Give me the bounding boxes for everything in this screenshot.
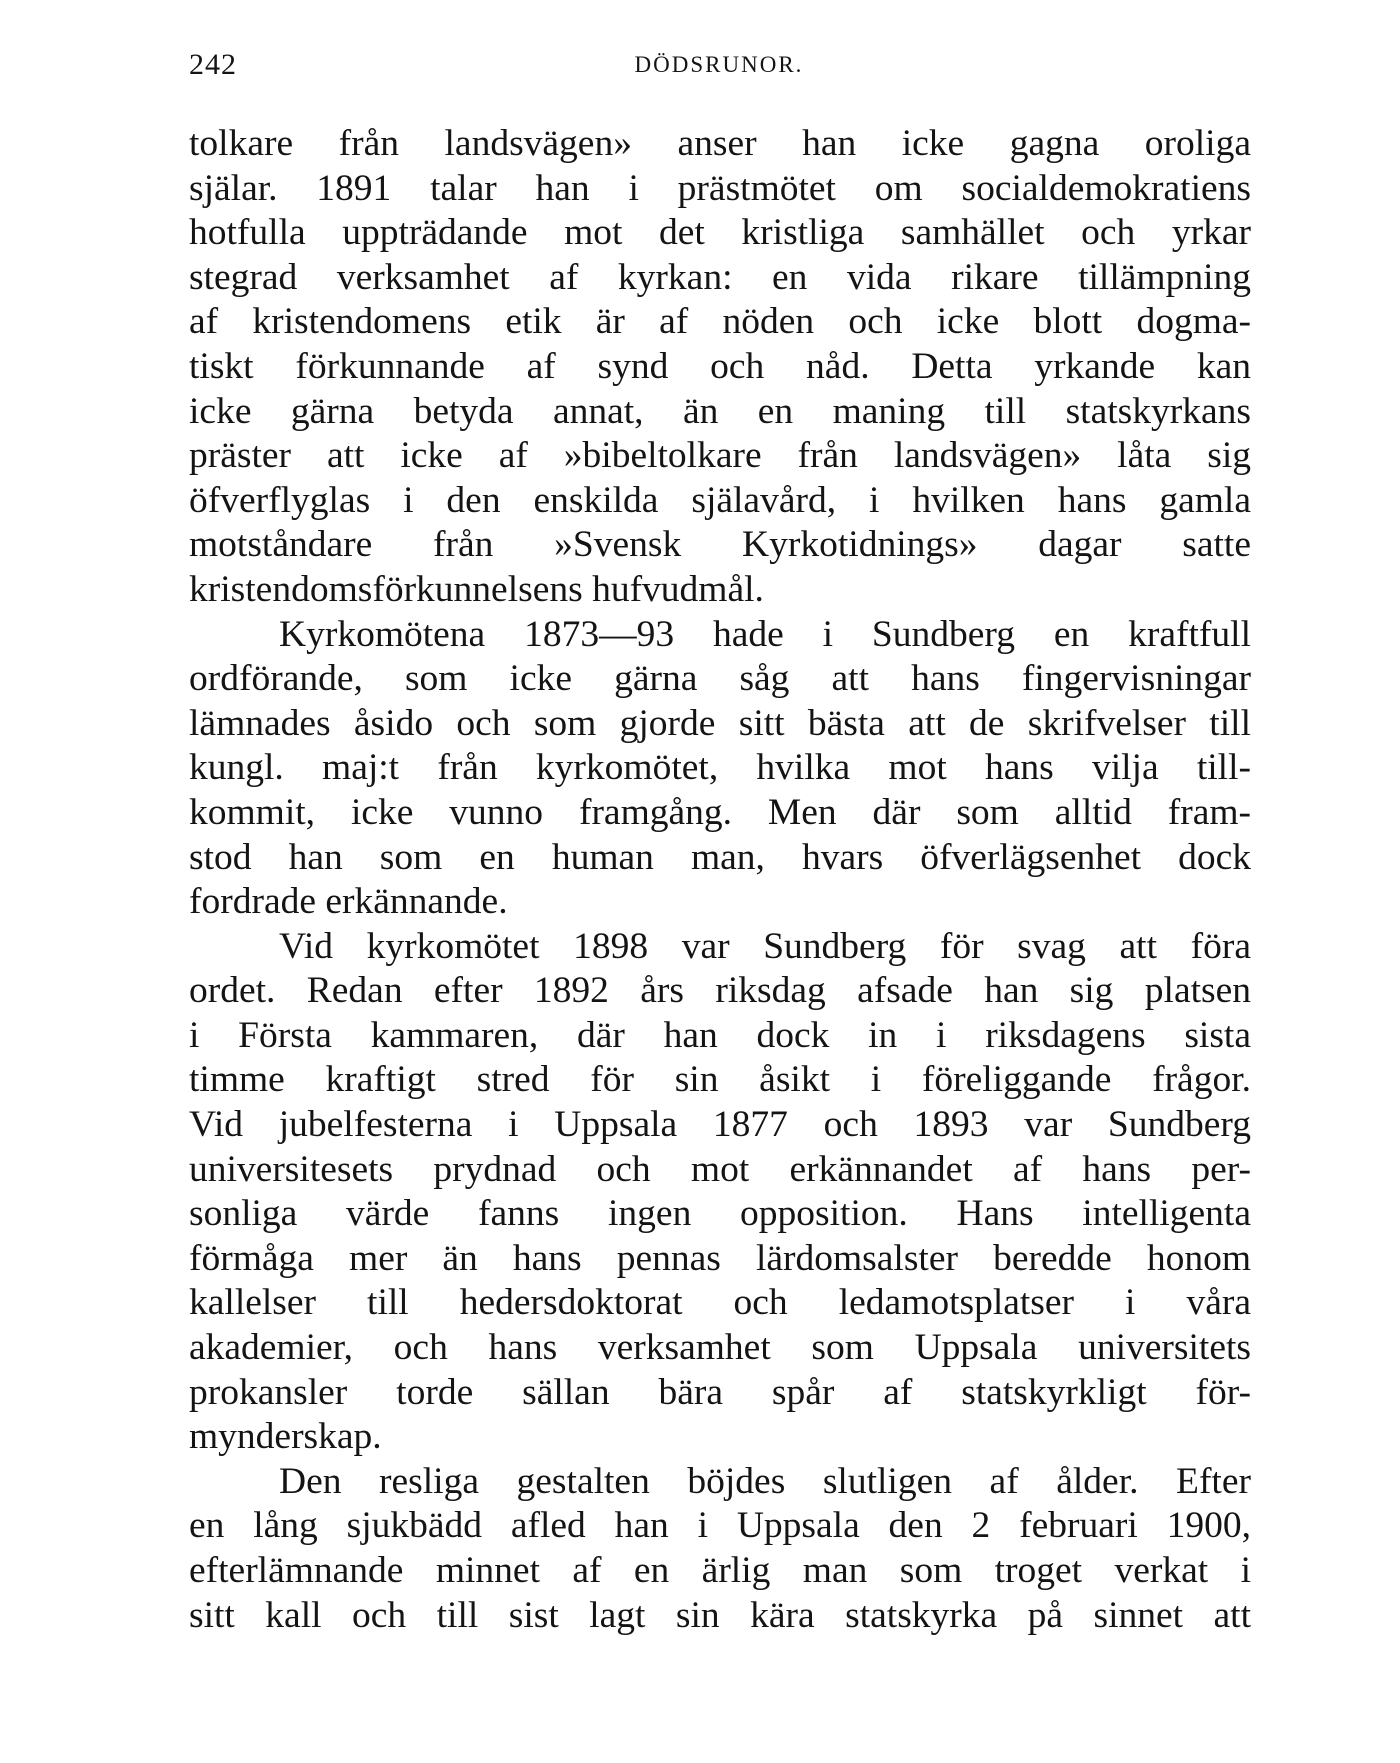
page-number: 242 <box>189 48 237 81</box>
text-line: stegrad verksamhet af kyrkan: en vida rikare tillämpning <box>189 256 1251 298</box>
text-line: mynderskap. <box>189 1416 382 1458</box>
text-line: Den resliga gestalten böjdes slutligen af ålder. Efter <box>279 1460 1251 1502</box>
text-line: hotfulla uppträdande mot det kristliga samhället och yrkar <box>189 212 1251 254</box>
text-line: sitt kall och till sist lagt sin kära statskyrka på sinnet att <box>189 1594 1251 1636</box>
text-line: efterlämnande minnet af en ärlig man som troget verkat i <box>189 1550 1251 1591</box>
text-line: präster att icke af »bibeltolkare från landsvägen» låta sig <box>189 435 1251 477</box>
text-line: stod han som en human man, hvars öfverlägsenhet dock <box>189 836 1251 878</box>
text-line: förmåga mer än hans pennas lärdomsalster beredde honom <box>189 1237 1251 1279</box>
text-line: kungl. maj:t från kyrkomötet, hvilka mot hans vilja till- <box>189 747 1251 789</box>
text-line: universitesets prydnad och mot erkännandet af hans per- <box>189 1148 1251 1190</box>
text-line: kallelser till hedersdoktorat och ledamotsplatser i våra <box>189 1282 1251 1324</box>
text-line: tiskt förkunnande af synd och nåd. Detta yrkande kan <box>189 345 1251 387</box>
body-text <box>189 122 1251 1638</box>
text-line: Kyrkomötena 1873—93 hade i Sundberg en kraftfull <box>279 613 1251 655</box>
text-line: öfverflyglas i den enskilda själavård, i hvilken hans gamla <box>189 479 1251 521</box>
page-title: DÖDSRUNOR. <box>634 52 804 77</box>
text-line: Vid jubelfesterna i Uppsala 1877 och 1893 var Sundberg <box>189 1104 1251 1146</box>
text-line: en lång sjukbädd afled han i Uppsala den 2 februari 1900, <box>189 1505 1251 1547</box>
text-line: ordet. Redan efter 1892 års riksdag afsade han sig platsen <box>189 970 1251 1012</box>
running-head <box>189 48 1249 88</box>
text-line: fordrade erkännande. <box>189 881 508 923</box>
text-line: motståndare från »Svensk Kyrkotidnings» dagar satte <box>189 524 1251 566</box>
text-line: själar. 1891 talar han i prästmötet om socialdemokratiens <box>189 167 1251 209</box>
text-line: timme kraftigt stred för sin åsikt i föreliggande frågor. <box>189 1059 1251 1101</box>
text-line: kristendomsförkunnelsens hufvudmål. <box>189 568 764 610</box>
text-line: icke gärna betyda annat, än en maning till statskyrkans <box>189 390 1251 432</box>
text-line: tolkare från landsvägen» anser han icke gagna oroliga <box>189 123 1251 164</box>
text-line: i Första kammaren, där han dock in i riksdagens sista <box>189 1014 1251 1056</box>
text-line: kommit, icke vunno framgång. Men där som alltid fram- <box>189 791 1251 833</box>
text-line: prokansler torde sällan bära spår af statskyrkligt för- <box>189 1371 1251 1413</box>
text-line: ordförande, som icke gärna såg att hans fingervisningar <box>189 658 1251 700</box>
text-line: Vid kyrkomötet 1898 var Sundberg för svag att föra <box>279 925 1251 967</box>
text-line: af kristendomens etik är af nöden och icke blott dogma- <box>189 301 1251 343</box>
text-line: sonliga värde fanns ingen opposition. Hans intelligenta <box>189 1193 1251 1235</box>
text-line: akademier, och hans verksamhet som Uppsala universitets <box>189 1327 1251 1369</box>
text-line: lämnades åsido och som gjorde sitt bästa att de skrifvelser till <box>189 702 1251 744</box>
